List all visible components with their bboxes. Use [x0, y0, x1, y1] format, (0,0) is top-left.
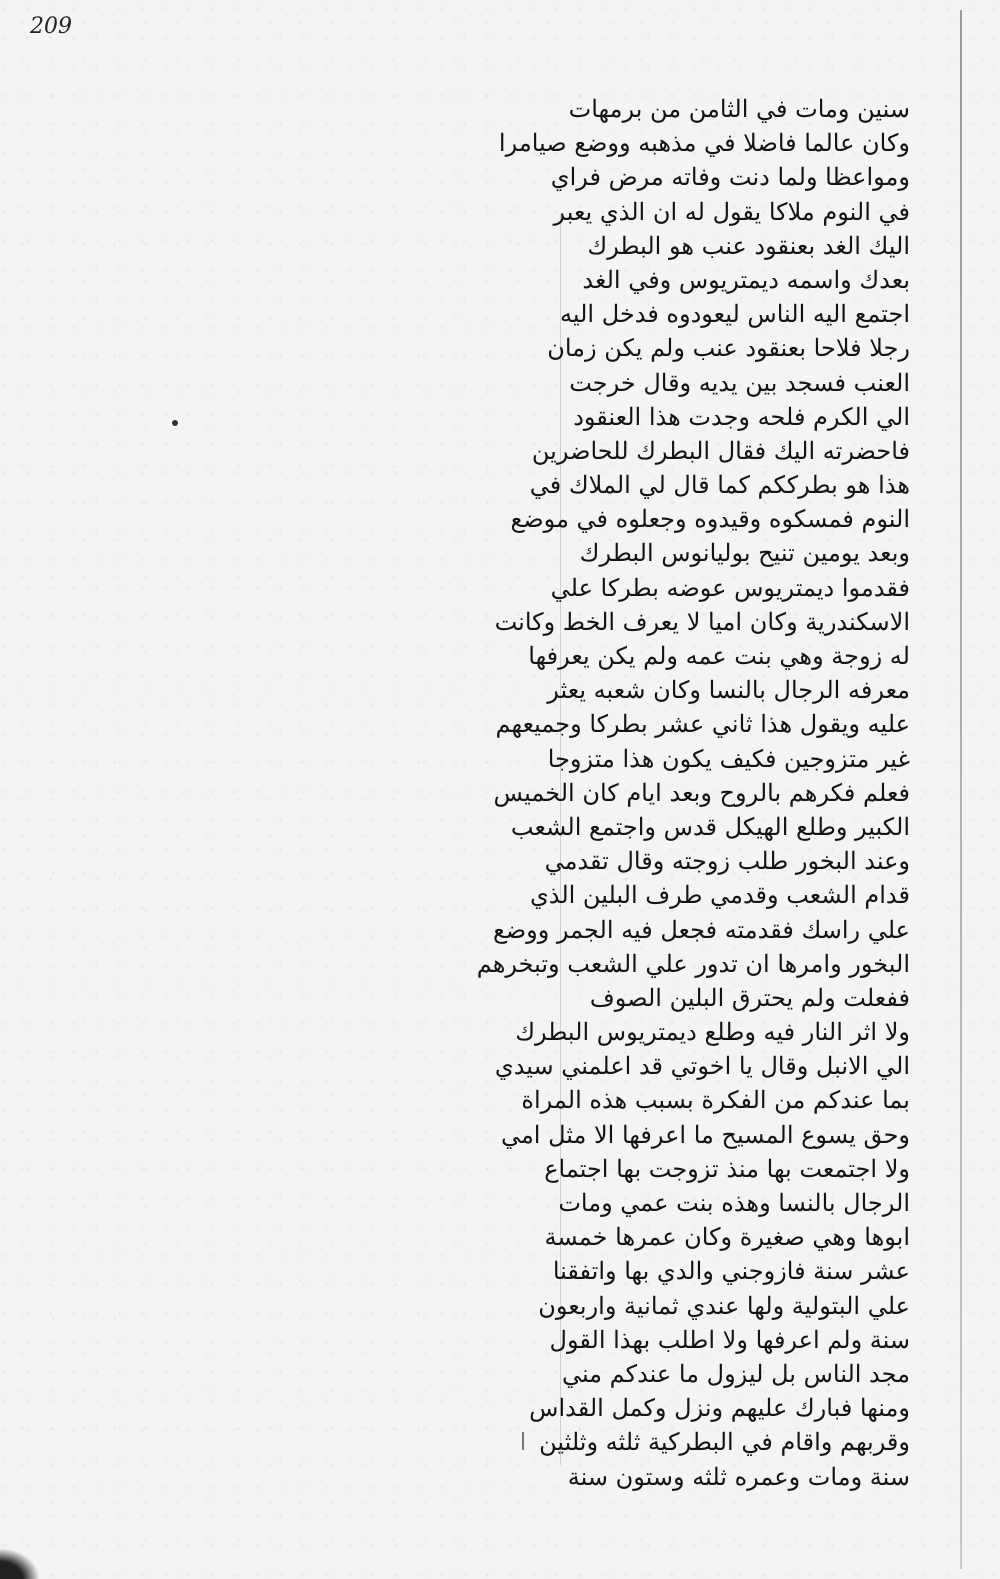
text-line: اجتمع اليه الناس ليعودوه فدخل اليه: [559, 300, 910, 329]
text-line: وحق يسوع المسيح ما اعرفها الا مثل امي: [500, 1120, 910, 1149]
text-line: مجد الناس بل ليزول ما عندكم مني: [561, 1359, 910, 1388]
text-line: الي الانبل وقال يا اخوتي قد اعلمني سيدي: [494, 1052, 910, 1081]
text-line: ومواعظا ولما دنت وفاته مرض فراي: [550, 163, 910, 192]
text-line: ولا اجتمعت بها منذ تزوجت بها اجتماع: [544, 1154, 910, 1183]
scan-corner-shadow: [0, 1548, 40, 1579]
text-line: بما عندكم من الفكرة بسبب هذه المراة: [521, 1086, 910, 1115]
text-line: الرجال بالنسا وهذه بنت عمي ومات: [558, 1189, 910, 1217]
text-line: النوم فمسكوه وقيدوه وجعلوه في موضع: [510, 505, 910, 534]
text-line: علي راسك فقدمته فجعل فيه الجمر ووضع: [492, 915, 910, 944]
text-line: وكان عالما فاضلا في مذهبه ووضع صيامرا: [498, 129, 910, 158]
text-line: وقربهم واقام في البطركية ثلثه وثلثين: [539, 1428, 910, 1457]
text-line: ولا اثر النار فيه وطلع ديمتريوس البطرك: [515, 1018, 910, 1047]
text-line: البخور وامرها ان تدور علي الشعب وتبخرهم: [476, 949, 910, 978]
ink-spot: [172, 420, 178, 426]
text-line: فعلم فكرهم بالروح وبعد ايام كان الخميس: [493, 778, 910, 807]
text-line: سنين ومات في الثامن من برمهات: [568, 95, 910, 123]
text-line: ومنها فبارك عليهم ونزل وكمل القداس: [529, 1394, 910, 1423]
text-line: الكبير وطلع الهيكل قدس واجتمع الشعب: [510, 812, 910, 841]
page-edge-rule: [960, 10, 962, 1569]
text-line: وبعد يومين تنيح بوليانوس البطرك: [579, 539, 910, 568]
text-line: قدام الشعب وقدمي طرف البلين الذي: [529, 881, 910, 910]
text-line: ابوها وهي صغيرة وكان عمرها خمسة: [544, 1223, 910, 1252]
text-line: الاسكندرية وكان اميا لا يعرف الخط وكانت: [494, 607, 910, 636]
text-line: غير متزوجين فكيف يكون هذا متزوجا: [547, 744, 910, 773]
text-line: معرفه الرجال بالنسا وكان شعبه يعثر: [547, 676, 910, 705]
text-line: فاحضرته اليك فقال البطرك للحاضرين: [531, 436, 910, 465]
text-line: عليه ويقول هذا ثاني عشر بطركا وجميعهم: [495, 710, 910, 739]
text-line: عشر سنة فازوجني والدي بها واتفقنا: [552, 1257, 910, 1286]
text-line: العنب فسجد بين يديه وقال خرجت: [569, 368, 910, 397]
text-line: في النوم ملاكا يقول له ان الذي يعبر: [553, 197, 910, 226]
page-number: 209: [30, 14, 72, 39]
text-line: ففعلت ولم يحترق البلين الصوف: [589, 983, 910, 1012]
handwritten-text-column: [476, 92, 910, 1494]
text-line: سنة ومات وعمره ثلثه وستون سنة: [567, 1462, 910, 1491]
text-line: الي الكرم فلحه وجدت هذا العنقود: [573, 402, 910, 431]
text-line: وعند البخور طلب زوجته وقال تقدمي: [544, 847, 910, 876]
text-line: بعدك واسمه ديمتريوس وفي الغد: [582, 265, 910, 294]
text-line: رجلا فلاحا بعنقود عنب ولم يكن زمان: [547, 334, 910, 363]
text-line: فقدموا ديمتريوس عوضه بطركا علي: [550, 573, 910, 602]
text-line: له زوجة وهي بنت عمه ولم يكن يعرفها: [528, 642, 910, 670]
text-line: هذا هو بطرككم كما قال لي الملاك في: [529, 471, 910, 500]
ink-stroke: [522, 1432, 524, 1450]
text-line: علي البتولية ولها عندي ثمانية واربعون: [538, 1291, 910, 1320]
text-line: سنة ولم اعرفها ولا اطلب بهذا القول: [549, 1325, 910, 1354]
text-line: اليك الغد بعنقود عنب هو البطرك: [587, 231, 910, 260]
